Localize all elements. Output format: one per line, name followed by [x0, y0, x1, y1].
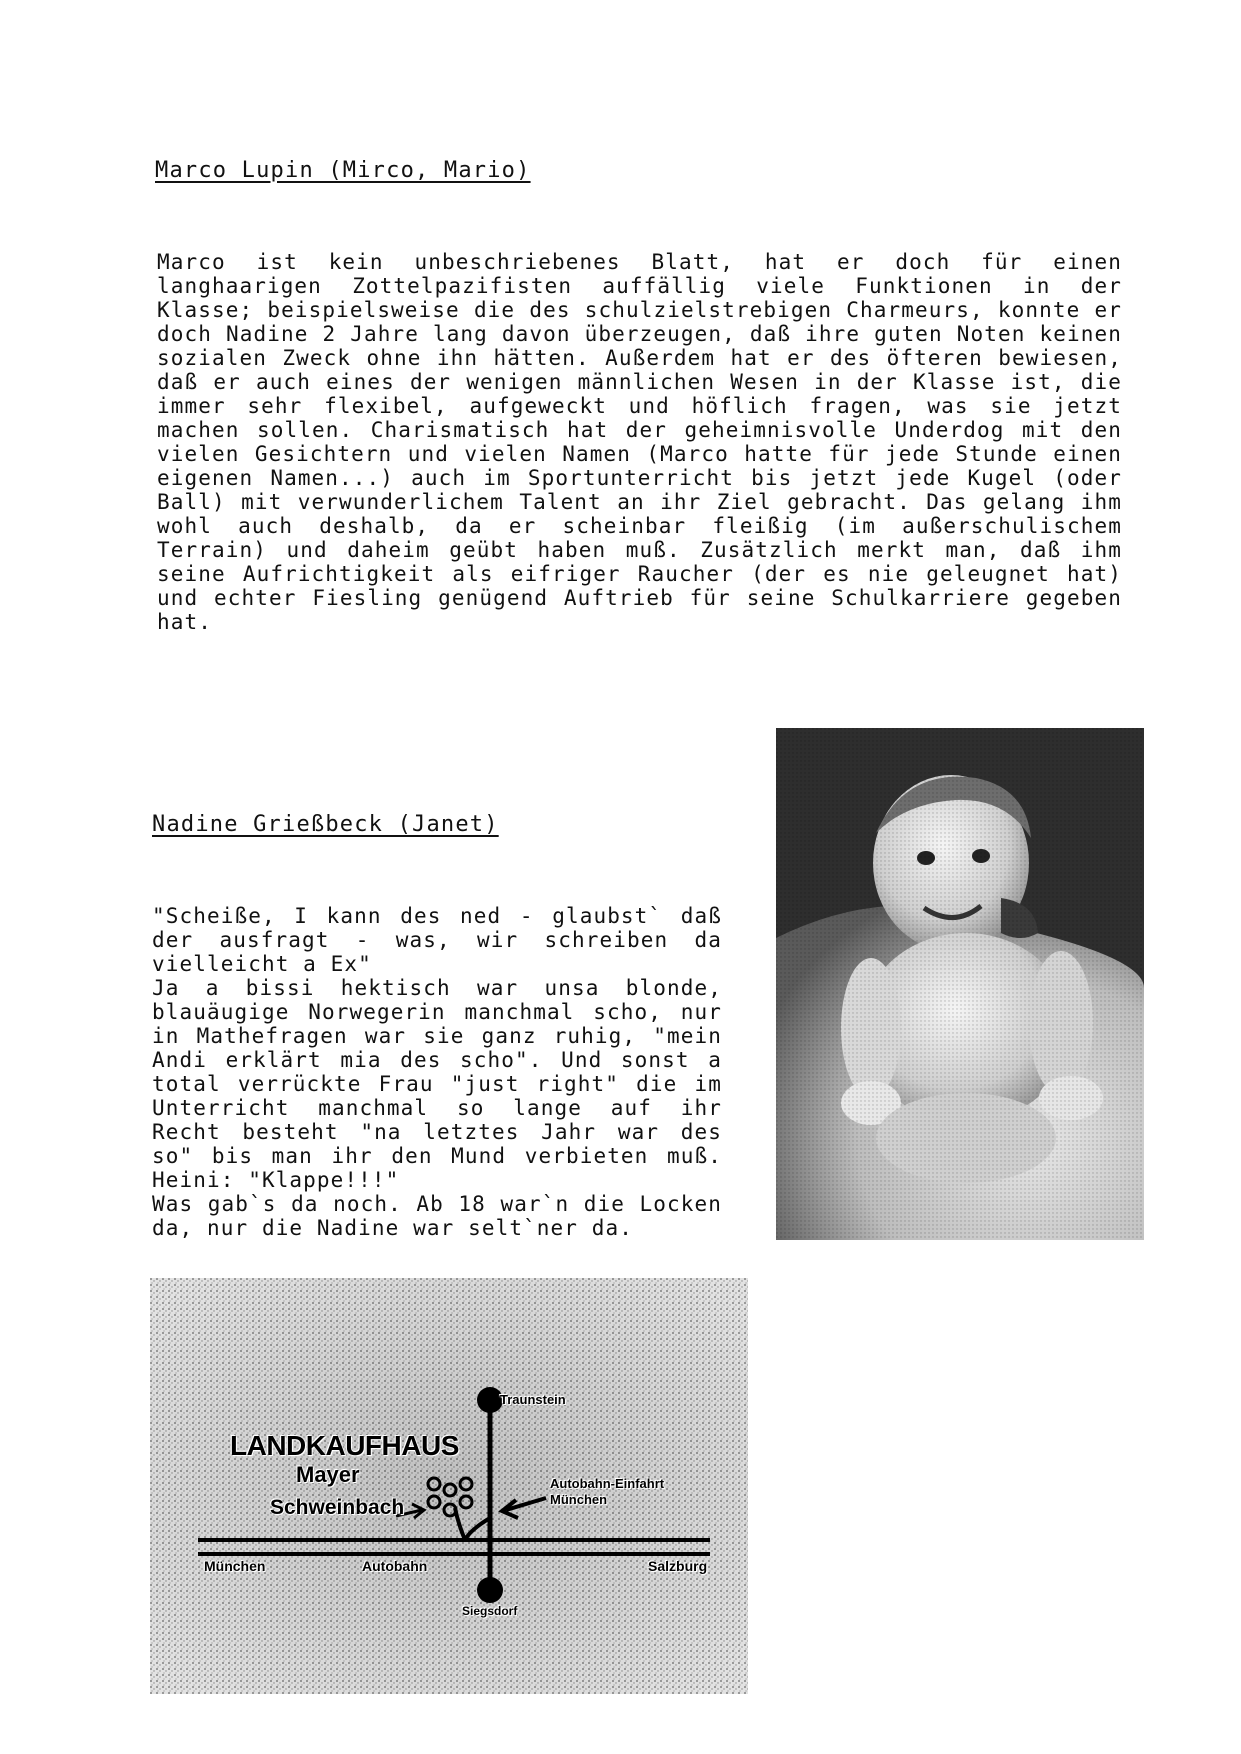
- marco-heading: Marco Lupin (Mirco, Mario): [155, 158, 531, 183]
- nadine-heading: Nadine Grießbeck (Janet): [152, 812, 499, 837]
- landkaufhaus-map-ad: [150, 1278, 748, 1694]
- map-label-exit-city: München: [550, 1492, 608, 1507]
- map-label-east: Salzburg: [648, 1558, 708, 1574]
- brand-location: Schweinbach: [270, 1496, 405, 1519]
- map-label-north: Traunstein: [500, 1392, 566, 1407]
- brand-name: LANDKAUFHAUS: [230, 1430, 459, 1461]
- map-label-south: Siegsdorf: [462, 1604, 518, 1618]
- marco-paragraph: Marco ist kein unbeschriebenes Blatt, hat er doch für einen langhaarigen Zottelpazifisten auffällig viele Funktionen in der Klasse; beispielsweise die des schulzielstrebigen Charmeurs, konnte er doch Nadine 2 Jahre lang davon überzeugen, daß ihre guten Noten keinen sozialen Zweck ohne ihn hätten. Außerdem hat er des öfteren bewiesen, daß er auch eines der wenigen männlichen Wesen in der Klasse ist, die immer sehr flexibel, aufgeweckt und höflich fragen, was sie jetzt machen sollen. Charismatisch hat der geheimnisvolle Underdog mit den vielen Gesichtern und vielen Namen (Marco hatte für jede Stunde einen eigenen Namen...) auch im Sportunterricht bis jetzt jede Kugel (oder Ball) mit verwunderlichem Talent an ihr Ziel gebracht. Das gelang ihm wohl auch deshalb, da er scheinbar fleißig (im außerschulischem Terrain) und daheim geübt haben muß. Zusätzlich merkt man, daß ihm seine Aufrichtigkeit als eifriger Raucher (der es nie geleugnet hat) und echter Fiesling genügend Auftrieb für seine Schulkarriere gegeben hat.: [157, 250, 1122, 634]
- nadine-paragraph: "Scheiße, I kann des ned - glaubst` daß der ausfragt - was, wir schreiben da vielleicht a Ex" Ja a bissi hektisch war unsa blonde, blauäugige Norwegerin manchmal scho, nur in Mathefragen war sie ganz ruhig, "mein Andi erklärt mia des scho". Und sonst a total verrückte Frau "just right" die im Unterricht manchmal so lange auf ihr Recht besteht "na letztes Jahr war des so" bis man ihr den Mund verbieten muß. Heini: "Klappe!!!" Was gab`s da noch. Ab 18 war`n die Locken da, nur die Nadine war selt`ner da.: [152, 904, 722, 1240]
- map-label-west: München: [204, 1558, 266, 1574]
- map-label-exit: Autobahn-Einfahrt: [550, 1476, 665, 1491]
- map-label-road: Autobahn: [362, 1558, 428, 1574]
- brand-owner: Mayer: [296, 1462, 360, 1487]
- baby-photo: [776, 728, 1144, 1240]
